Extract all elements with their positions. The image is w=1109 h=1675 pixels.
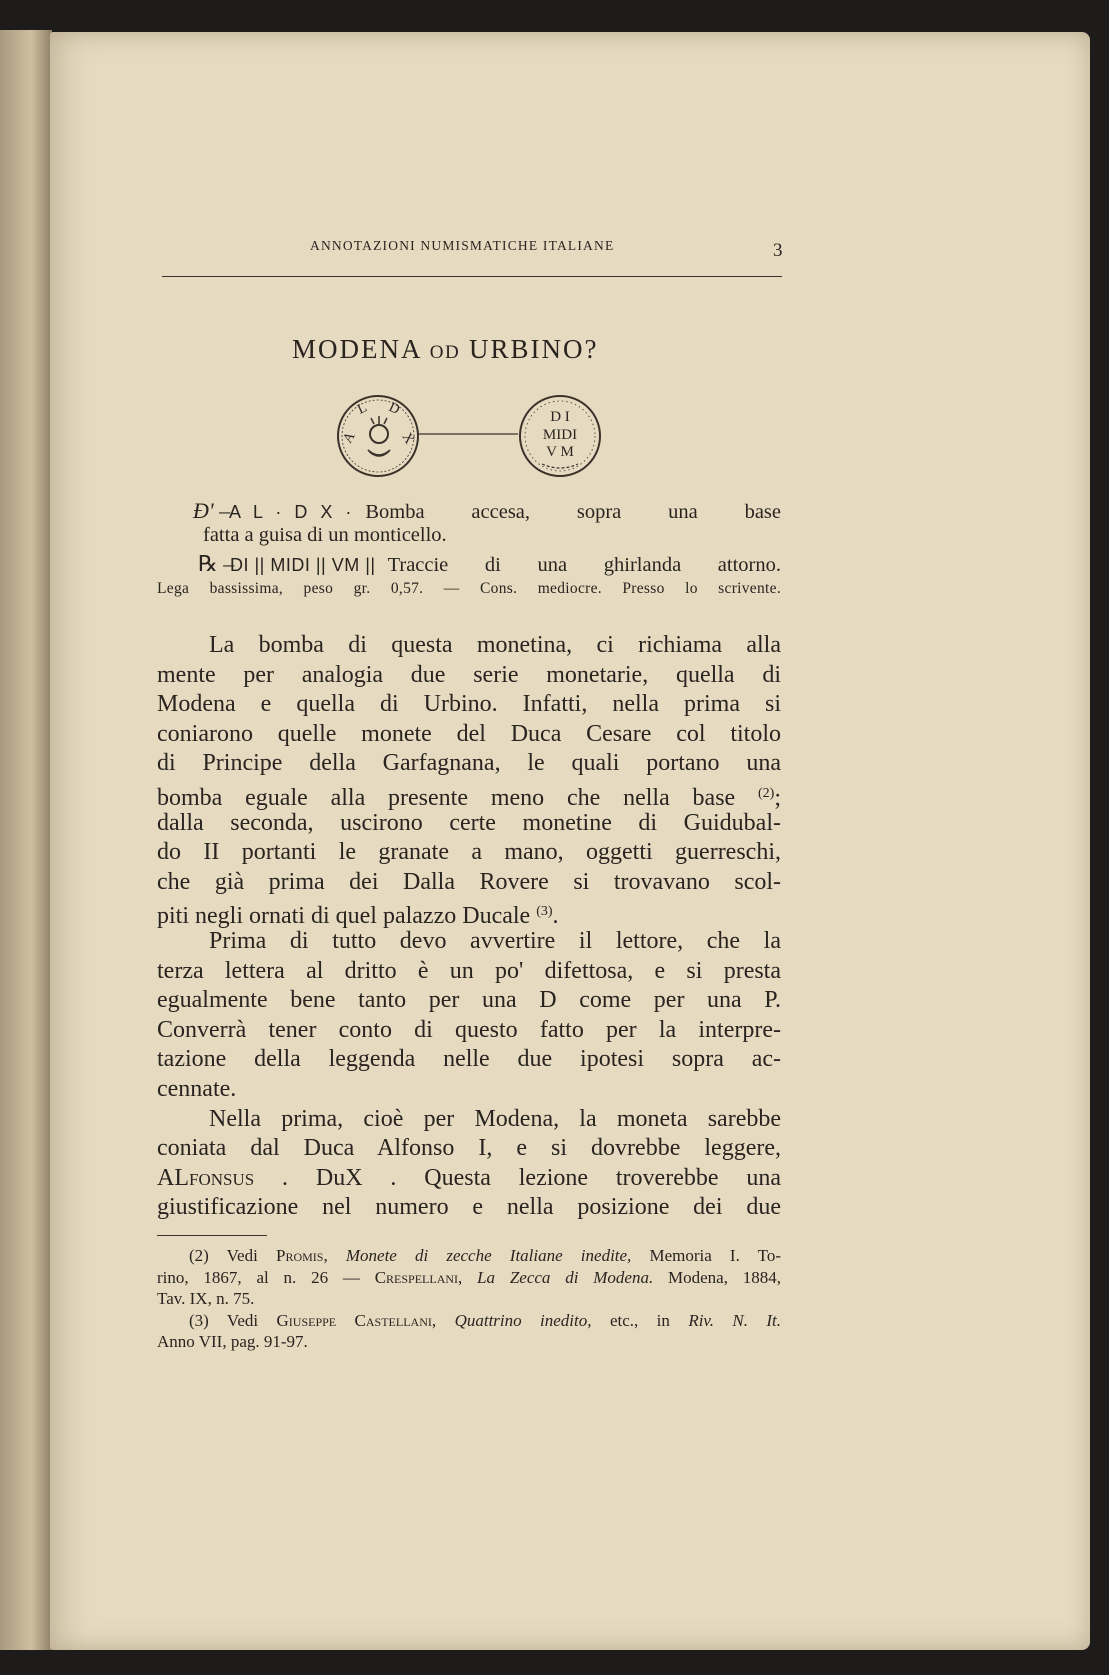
obverse-text-continued: fatta a guisa di un monticello. [203,524,447,546]
text-fragment: X [345,1164,363,1191]
obverse-symbol: Ɖ' – [193,498,231,523]
obverse-letter-x: X [398,430,417,447]
text-fragment: piti negli ornati di quel palazzo Ducale [157,903,531,930]
text-line: cennate. [157,1075,237,1102]
footnote-3-line-2: Anno VII, pag. 91-97. [157,1332,308,1351]
text-fragment: ; [774,784,782,811]
footnote-text: rino, 1867, al n. 26 — [157,1267,360,1287]
footnote-text: etc., in [609,1310,670,1330]
text-fragment: AL [157,1164,189,1191]
text-line: dalla seconda, uscirono certe monetine di Guidubal- [157,809,781,836]
page-number: 3 [773,240,783,261]
obverse-description [193,498,781,524]
text-fragment: bomba eguale alla presente meno che nella base [157,784,736,811]
title-modena: MODENA [292,334,422,364]
text-line: che già prima dei Dalla Rovere si trovavano scol- [157,868,781,895]
reverse-line-3: V M [546,444,574,460]
footnote-2-line-3: Tav. IX, n. 75. [157,1289,255,1308]
running-title: ANNOTAZIONI NUMISMATICHE ITALIANE [310,238,615,253]
reverse-text: Traccie di una ghirlanda attorno. [387,554,781,576]
text-line: di Principe della Garfagnana, le quali portano una [157,750,781,777]
text-line: Modena e quella di Urbino. Infatti, nella prima si [157,691,781,718]
obverse-text: Bomba accesa, sopra una base [365,501,781,523]
obverse-letter-l: L [355,400,370,418]
footnote-text: (2) Vedi [189,1246,258,1265]
text-line: do II portanti le granate a mano, oggetti guerreschi, [157,839,781,866]
text-line [157,1164,781,1194]
footnote-work: Quattrino inedito, [454,1310,592,1330]
footnote-journal: Riv. N. It. [688,1310,782,1330]
text-line: Nella prima, cioè per Modena, la moneta sarebbe [209,1105,781,1132]
footnote-3-line-1 [157,1310,781,1332]
text-line: La bomba di questa monetina, ci richiama alla [209,632,781,658]
reverse-legend: DI || MIDI || VM || [230,555,376,575]
text-line: tazione della leggenda nelle due ipotesi sopra ac- [157,1046,781,1073]
section-title [292,334,598,365]
obverse-letter-d: D [386,400,402,418]
footnote-work: Monete di zecche Italiane inedite, [345,1246,632,1265]
reverse-line-2: MIDI [542,427,578,443]
text-fragment: Du [315,1164,346,1191]
footnotes [157,1245,781,1353]
reverse-line-1: D I [550,409,570,425]
coin-reverse [520,396,600,476]
footnote-rule [157,1235,267,1236]
text-fragment: . Questa lezione troverebbe una [362,1164,781,1191]
coin-details: Lega bassissima, peso gr. 0,57. — Cons. mediocre. Presso lo scrivente. [157,580,781,597]
footnote-text: (3) Vedi [189,1310,259,1330]
footnote-2-line-2 [157,1267,781,1289]
footnote-author: Promis, [275,1246,328,1265]
footnote-work: La Zecca di Modena. [477,1267,654,1287]
footnote-2-line-1 [157,1245,781,1267]
reverse-symbol: ℞ – [198,551,235,576]
title-urbino: URBINO? [468,334,599,364]
text-fragment: . [552,903,559,930]
reverse-description [198,551,781,577]
footnote-text: Modena, 1884, [668,1267,782,1287]
header-rule [162,276,782,277]
obverse-legend: A L · D X · [229,502,356,522]
text-line: Prima di tutto devo avvertire il lettore, che la [209,927,781,954]
text-line: coniarono quelle monete del Duca Cesare col titolo [157,720,781,747]
text-line: egualmente bene tanto per una D come per una P. [157,987,781,1014]
body-text [157,631,781,1223]
footnote-author: Crespellani, [374,1267,463,1287]
text-fragment: fonsus [189,1164,255,1191]
text-line: giustificazione nel numero e nella posizione dei due [157,1194,781,1221]
coin-obverse [338,396,418,476]
text-line: terza lettera al dritto è un po' difettosa, e si presta [157,957,781,984]
text-line: mente per analogia due serie monetarie, quella di [157,661,781,688]
title-conjunction: OD [429,342,461,363]
footnote-ref-2: (2) [758,785,775,801]
footnote-ref-3: (3) [536,904,553,920]
text-line [157,779,781,809]
footnote-author: Giuseppe Castellani, [276,1310,437,1330]
text-line [157,897,781,930]
coin-illustration [330,388,620,488]
obverse-letter-a: A [340,429,359,446]
text-fragment: . [254,1164,316,1191]
footnote-text: Memoria I. To- [649,1246,782,1265]
text-line: coniata dal Duca Alfonso I, e si dovrebbe leggere, [157,1135,781,1162]
text-line: Converrà tener conto di questo fatto per la interpre- [157,1016,781,1043]
facing-page-edge [0,30,52,1650]
